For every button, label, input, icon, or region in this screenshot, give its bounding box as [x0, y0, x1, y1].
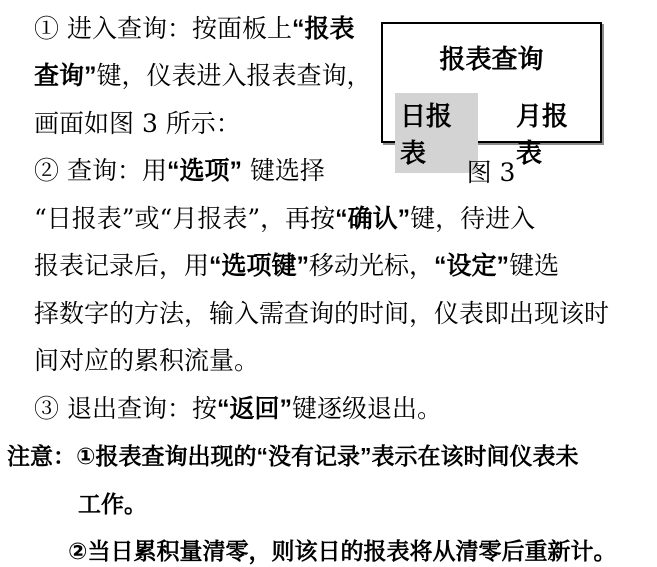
panel-option-monthly: 月报表	[516, 101, 569, 168]
bold-run: “选项”	[166, 157, 242, 186]
text-run: 键选择	[241, 156, 325, 186]
text-line	[34, 14, 354, 44]
text-run: 间对应的累积流量。	[34, 346, 260, 376]
text-line	[78, 489, 147, 520]
text-run: 键逐级退出。	[291, 393, 442, 423]
bold-run: “选项键”	[209, 252, 310, 281]
text-line	[34, 204, 535, 234]
text-run: 移动光标，	[309, 251, 435, 281]
text-run: 键，待进入	[410, 203, 536, 233]
text-run: ② 查询：用	[34, 156, 167, 186]
text-line	[34, 346, 259, 376]
bold-run: “报表	[291, 15, 355, 43]
text-run: 报表记录后，用	[34, 251, 210, 281]
text-line	[34, 61, 372, 91]
text-line	[34, 156, 325, 186]
text-run: 键选	[509, 251, 560, 281]
text-run: ① 进入查询：按面板上	[34, 14, 292, 43]
panel-title: 报表查询	[439, 44, 544, 74]
figure-caption: 图 3	[466, 158, 516, 187]
text-line	[34, 109, 241, 139]
text-run: “日报表”或“月报表”，再按	[34, 203, 336, 233]
bold-run: “返回”	[216, 394, 292, 423]
bold-run: “确认”	[335, 204, 411, 233]
text-line	[34, 394, 442, 424]
bold-run: 注意：①报表查询出现的“没有记录”表示在该时间仪表未	[7, 443, 579, 470]
text-line	[34, 251, 559, 281]
bold-run: 查询”	[34, 62, 97, 91]
figure-3-panel	[381, 22, 602, 168]
text-line	[7, 441, 578, 472]
panel-option-daily: 日报表	[395, 93, 478, 173]
text-line	[34, 299, 609, 329]
bold-run: “设定”	[434, 252, 510, 281]
text-line	[68, 536, 616, 567]
bold-run: 工作。	[78, 490, 147, 517]
bold-run: ②当日累积量清零，则该日的报表将从清零后重新计。	[68, 537, 617, 564]
text-run: ③ 退出查询：按	[34, 393, 217, 423]
text-run: 择数字的方法，输入需查询的时间，仪表即出现该时	[34, 298, 610, 328]
text-run: 画面如图 3 所示：	[34, 108, 241, 138]
text-run: 键，仪表进入报表查询，	[96, 61, 372, 91]
